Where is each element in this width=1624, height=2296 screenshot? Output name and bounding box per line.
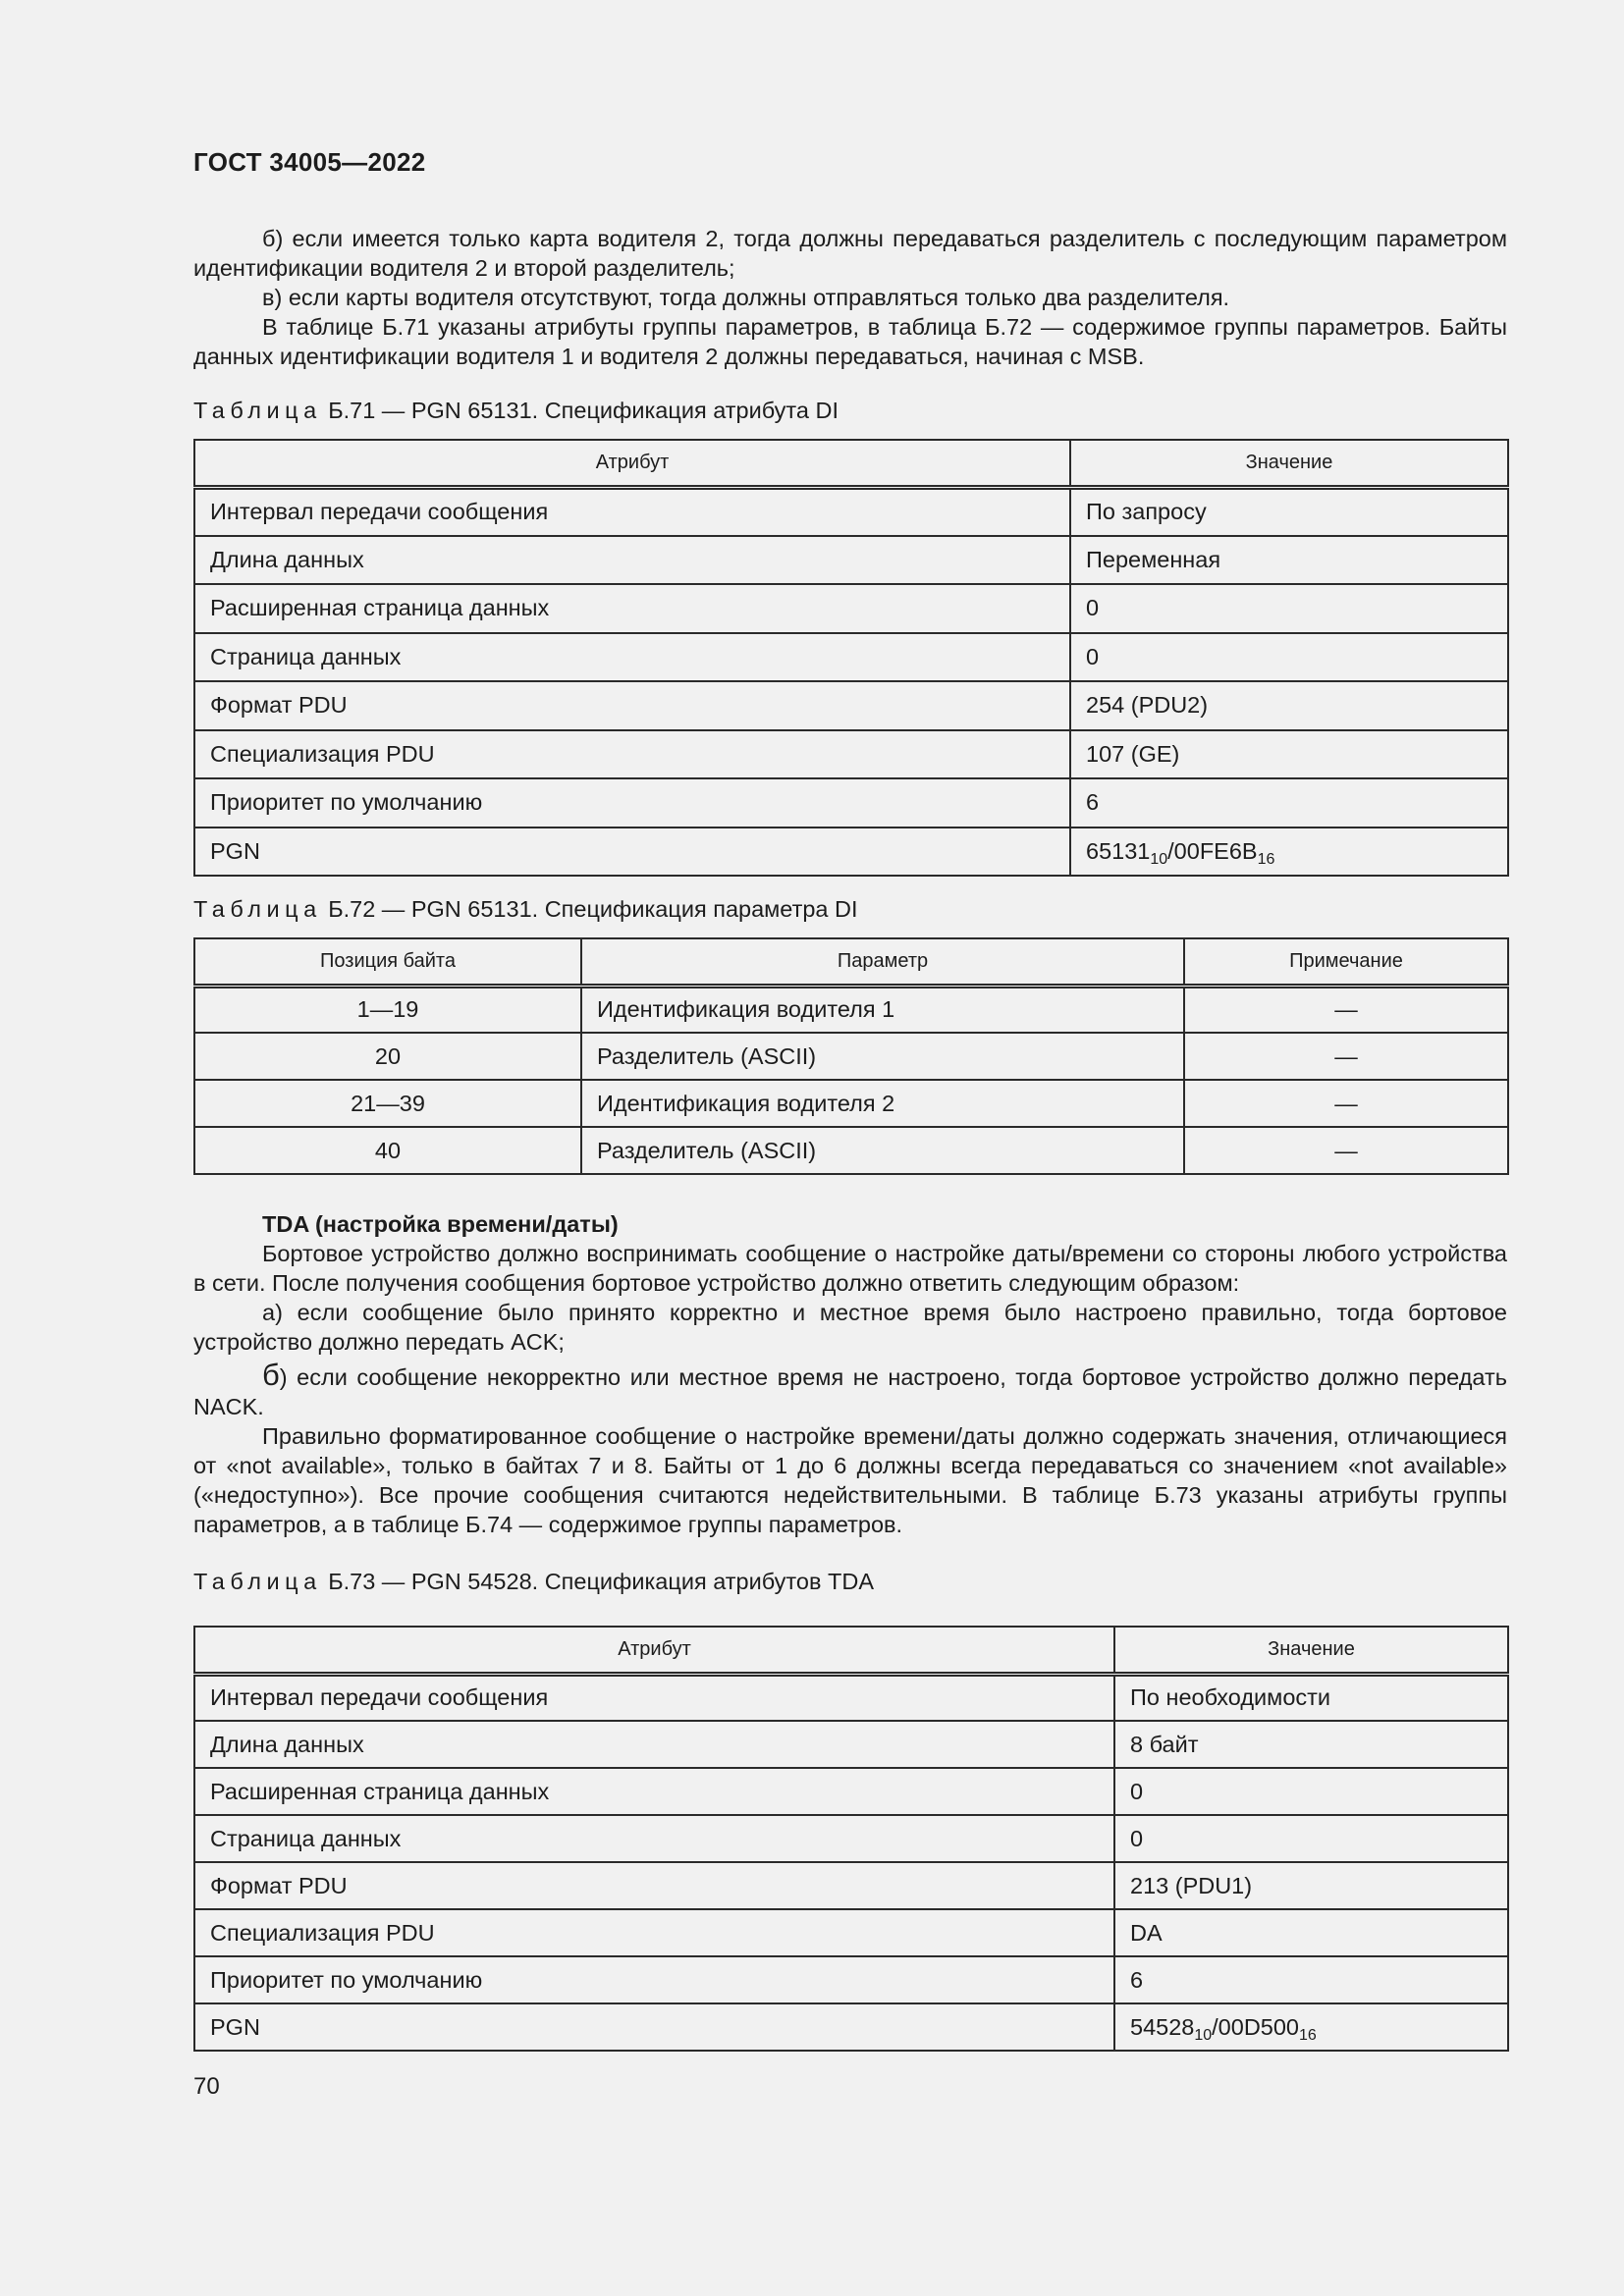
table-72-cell-note: —: [1184, 1080, 1508, 1127]
table-row: [194, 536, 1508, 585]
table-row: [194, 1815, 1508, 1862]
pgn-decimal-base: 10: [1194, 2026, 1213, 2044]
table-row: [194, 828, 1508, 877]
table-73-header-attribute: Атрибут: [194, 1627, 1114, 1674]
table-71-cell-value: 254 (PDU2): [1070, 681, 1508, 730]
table-71-cell-value: 0: [1070, 633, 1508, 682]
table-71-cell-attribute: Формат PDU: [194, 681, 1070, 730]
table-72-header-parameter: Параметр: [581, 938, 1184, 986]
tda-section: [193, 1209, 1507, 1539]
table-72-cell-parameter: Разделитель (ASCII): [581, 1127, 1184, 1174]
table-72: [193, 937, 1509, 1175]
table-71-cell-value: 6: [1070, 778, 1508, 828]
table-row: [194, 2003, 1508, 2051]
table-row: [194, 986, 1508, 1033]
table-row: [194, 1033, 1508, 1080]
table-72-cell-parameter: Идентификация водителя 1: [581, 986, 1184, 1033]
table-71-cell-attribute: Специализация PDU: [194, 730, 1070, 779]
table-71: [193, 439, 1509, 877]
table-72-cell-note: —: [1184, 986, 1508, 1033]
intro-text: [193, 224, 1507, 371]
table-72-cell-byte-position: 20: [194, 1033, 581, 1080]
table-72-cell-byte-position: 21—39: [194, 1080, 581, 1127]
table-73-cell-attribute: Интервал передачи сообщения: [194, 1674, 1114, 1721]
table-row: [194, 1080, 1508, 1127]
table-73-caption: [193, 1569, 874, 1595]
intro-paragraph-tables: В таблице Б.71 указаны атрибуты группы параметров, в таблица Б.72 — содержимое группы параметров. Байты данных идентификации водителя 1 и водителя 2 должны передаваться, начиная с MSB.: [193, 314, 1507, 369]
table-73-cell-value: 8 байт: [1114, 1721, 1508, 1768]
table-73-cell-value: 0: [1114, 1815, 1508, 1862]
table-71-header-value: Значение: [1070, 440, 1508, 487]
table-71-cell-value: Переменная: [1070, 536, 1508, 585]
pgn-hex-base: 16: [1299, 2026, 1317, 2044]
table-73-cell-pgn-value: [1114, 2003, 1508, 2051]
tda-paragraph-1: Бортовое устройство должно воспринимать сообщение о настройке даты/времени со стороны любого устройства в сети. После получения сообщения бортовое устройство должно ответить следующим образом:: [193, 1241, 1507, 1296]
table-row: [194, 584, 1508, 633]
table-71-cell-value: По запросу: [1070, 487, 1508, 536]
table-72-cell-parameter: Идентификация водителя 2: [581, 1080, 1184, 1127]
table-71-cell-attribute: Страница данных: [194, 633, 1070, 682]
pgn-decimal-base: 10: [1150, 850, 1168, 868]
pgn-hex-base: 16: [1257, 850, 1275, 868]
table-72-cell-byte-position: 1—19: [194, 986, 581, 1033]
table-71-cell-value: 0: [1070, 584, 1508, 633]
table-72-cell-byte-position: 40: [194, 1127, 581, 1174]
table-row: [194, 1674, 1508, 1721]
table-72-cell-note: —: [1184, 1127, 1508, 1174]
tda-paragraph-b: [193, 1358, 1507, 1421]
table-71-caption-text: Б.71 — PGN 65131. Спецификация атрибута DI: [328, 398, 839, 423]
table-73-cell-attribute: Приоритет по умолчанию: [194, 1956, 1114, 2003]
table-73-cell-value: 0: [1114, 1768, 1508, 1815]
table-73-header-value: Значение: [1114, 1627, 1508, 1674]
table-row: [194, 1127, 1508, 1174]
table-72-header-note: Примечание: [1184, 938, 1508, 986]
table-73-cell-attribute: Длина данных: [194, 1721, 1114, 1768]
table-73: [193, 1626, 1509, 2052]
table-73-cell-value: DA: [1114, 1909, 1508, 1956]
table-72-caption-text: Б.72 — PGN 65131. Спецификация параметра DI: [328, 896, 858, 922]
table-71-header-attribute: Атрибут: [194, 440, 1070, 487]
tda-paragraph-format: Правильно форматированное сообщение о настройке времени/даты должно содержать значения, отличающиеся от «not available», только в байтах 7 и 8. Байты от 1 до 6 должны всегда передаваться со значением «not available» («недоступно»). Все прочие сообщения считаются недействительными. В таблице Б.73 указаны атрибуты группы параметров, а в таблице Б.74 — содержимое группы параметров.: [193, 1423, 1507, 1537]
table-71-caption-word: Таблица: [193, 398, 322, 423]
table-row: [194, 730, 1508, 779]
table-row: [194, 633, 1508, 682]
tda-heading: TDA (настройка времени/даты): [262, 1211, 619, 1237]
table-72-cell-parameter: Разделитель (ASCII): [581, 1033, 1184, 1080]
table-73-cell-pgn-label: PGN: [194, 2003, 1114, 2051]
tda-paragraph-b-letter: б: [262, 1358, 280, 1392]
pgn-hex: /00D500: [1212, 2013, 1300, 2040]
table-row: [194, 1862, 1508, 1909]
table-73-cell-value: По необходимости: [1114, 1674, 1508, 1721]
table-row: [194, 1956, 1508, 2003]
table-row: [194, 681, 1508, 730]
table-71-cell-attribute: Длина данных: [194, 536, 1070, 585]
table-72-header-byte-position: Позиция байта: [194, 938, 581, 986]
table-73-cell-value: 6: [1114, 1956, 1508, 2003]
page-number: 70: [193, 2073, 220, 2100]
table-73-cell-value: 213 (PDU1): [1114, 1862, 1508, 1909]
table-71-cell-pgn-value: [1070, 828, 1508, 877]
tda-paragraph-a: а) если сообщение было принято корректно и местное время было настроено правильно, тогда бортовое устройство должно передать ACK;: [193, 1300, 1507, 1355]
table-72-cell-note: —: [1184, 1033, 1508, 1080]
table-71-caption: [193, 398, 839, 424]
pgn-hex: /00FE6B: [1167, 837, 1258, 864]
document-header: ГОСТ 34005—2022: [193, 147, 426, 177]
table-73-cell-attribute: Специализация PDU: [194, 1909, 1114, 1956]
pgn-decimal: 65131: [1086, 837, 1151, 864]
intro-paragraph-v: в) если карты водителя отсутствуют, тогда должны отправляться только два разделителя.: [262, 285, 1230, 310]
table-71-cell-attribute: Интервал передачи сообщения: [194, 487, 1070, 536]
table-71-cell-attribute: Расширенная страница данных: [194, 584, 1070, 633]
table-73-cell-attribute: Страница данных: [194, 1815, 1114, 1862]
table-73-cell-attribute: Формат PDU: [194, 1862, 1114, 1909]
table-71-cell-value: 107 (GE): [1070, 730, 1508, 779]
table-row: [194, 778, 1508, 828]
pgn-decimal: 54528: [1130, 2013, 1195, 2040]
table-73-caption-text: Б.73 — PGN 54528. Спецификация атрибутов TDA: [328, 1569, 875, 1594]
table-72-caption-word: Таблица: [193, 896, 322, 922]
table-row: [194, 487, 1508, 536]
table-71-cell-pgn-label: PGN: [194, 828, 1070, 877]
table-73-cell-attribute: Расширенная страница данных: [194, 1768, 1114, 1815]
table-row: [194, 1721, 1508, 1768]
table-row: [194, 1768, 1508, 1815]
table-72-caption: [193, 896, 858, 923]
intro-paragraph-b: б) если имеется только карта водителя 2, тогда должны передаваться разделитель с последующим параметром идентификации водителя 2 и второй разделитель;: [193, 226, 1507, 281]
table-73-caption-word: Таблица: [193, 1569, 322, 1594]
table-71-cell-attribute: Приоритет по умолчанию: [194, 778, 1070, 828]
tda-paragraph-b-text: ) если сообщение некорректно или местное время не настроено, тогда бортовое устройство должно передать NACK.: [193, 1364, 1507, 1419]
table-row: [194, 1909, 1508, 1956]
